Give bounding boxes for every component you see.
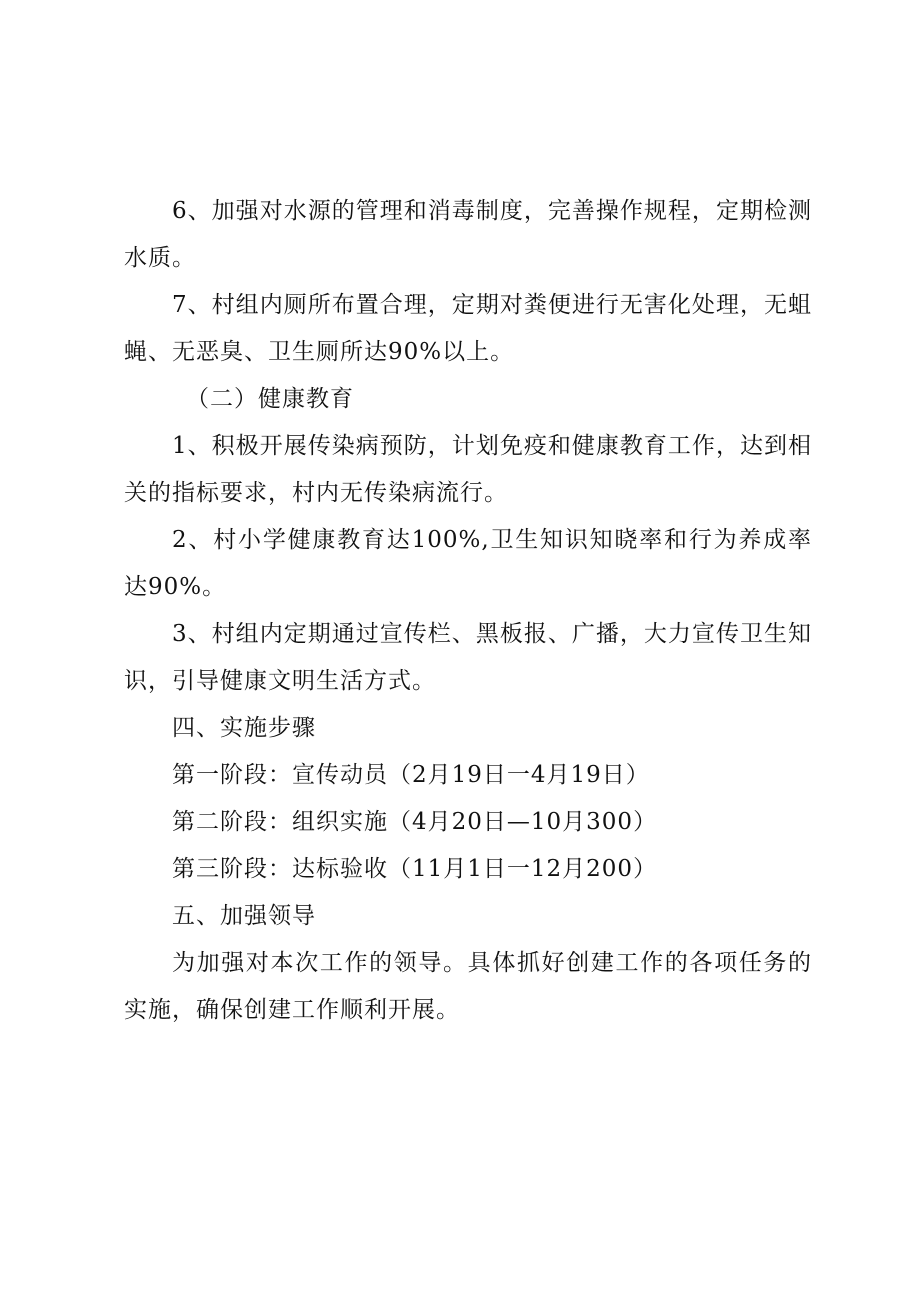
paragraph-disease-prevention: 1、积极开展传染病预防，计划免疫和健康教育工作，达到相关的指标要求，村内无传染病流行。: [124, 433, 812, 506]
phase-one: 第一阶段：宣传动员（2月19日一4月19日）: [172, 762, 650, 788]
paragraph-toilets: 7、村组内厕所布置合理，定期对粪便进行无害化处理，无蛆蝇、无恶臭、卫生厕所达90%以上。: [124, 292, 812, 365]
phase-two: 第二阶段：组织实施（4月20日—10月300）: [172, 809, 658, 835]
document-body: [124, 188, 812, 1034]
paragraph-publicity: 3、村组内定期通过宣传栏、黑板报、广播，大力宣传卫生知识，引导健康文明生活方式。: [124, 621, 812, 694]
paragraph-school-education: 2、村小学健康教育达100%,卫生知识知晓率和行为养成率达90%。: [124, 527, 812, 600]
phase-three: 第三阶段：达标验收（11月1日一12月200）: [172, 856, 658, 882]
heading-leadership: 五、加强领导: [172, 903, 316, 929]
subheading-health-education: （二）健康教育: [186, 386, 354, 412]
heading-implementation-steps: 四、实施步骤: [172, 715, 316, 741]
paragraph-leadership: 为加强对本次工作的领导。具体抓好创建工作的各项任务的实施，确保创建工作顺利开展。: [124, 950, 812, 1023]
paragraph-water-source: 6、加强对水源的管理和消毒制度，完善操作规程，定期检测水质。: [124, 198, 812, 271]
